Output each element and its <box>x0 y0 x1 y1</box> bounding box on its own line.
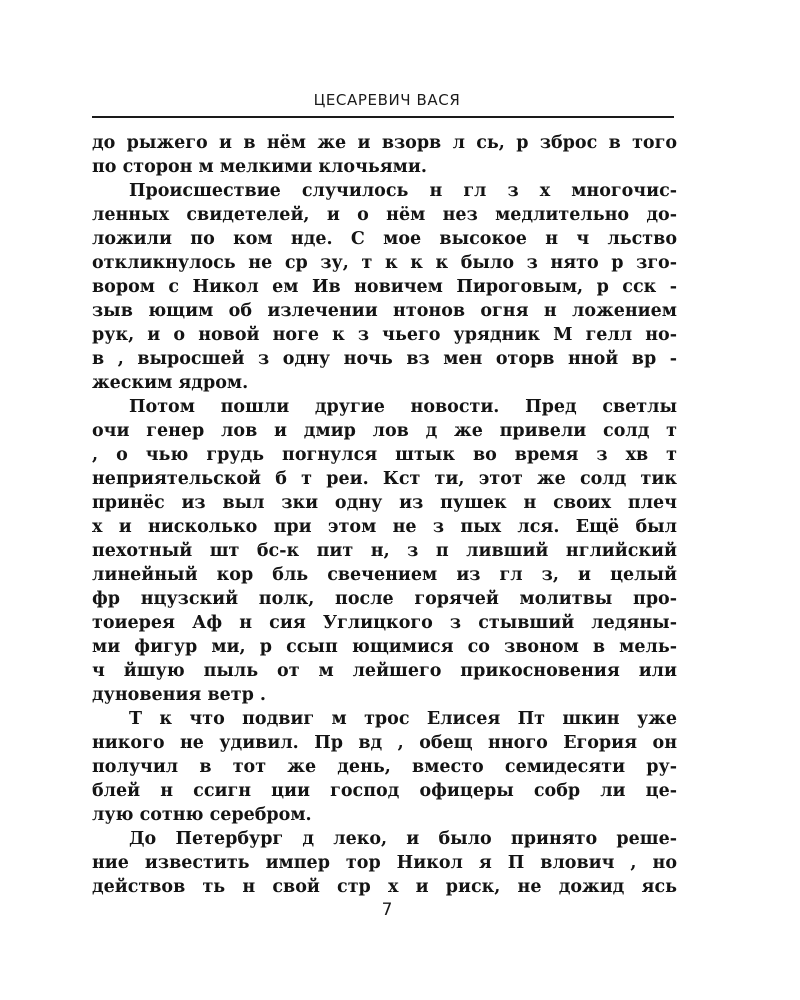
paragraph-1 <box>92 131 677 179</box>
text-line: неприятельской б т реи. Кст ти, этот же солд тик <box>92 469 677 489</box>
text-line: ленных свидетелей, и о нём нез медлительно до- <box>92 205 677 225</box>
paragraph-5 <box>92 827 677 899</box>
text-line: линейный кор бль свечением из гл з, и целый <box>92 565 677 585</box>
text-line: х и нисколько при этом не з пых лся. Ещё был <box>92 517 677 537</box>
text-line: получил в тот же день, вместо семидесяти ру- <box>92 757 677 777</box>
text-line: дуновения ветр . <box>92 685 267 705</box>
text-line: ложили по ком нде. С мое высокое н ч льство <box>92 229 677 249</box>
page-number: 7 <box>381 900 393 920</box>
text-line: зыв ющим об излечении нтонов огня н ложением <box>92 301 677 321</box>
text-line: откликнулось не ср зу, т к к к было з нято р зго- <box>92 253 677 273</box>
paragraph-4 <box>92 707 677 827</box>
text-line: очи генер лов и дмир лов д же привели солд т <box>92 421 677 441</box>
text-line: , о чью грудь погнулся штык во время з хв т <box>92 445 677 465</box>
text-line: блей н ссигн ции господ офицеры собр ли це- <box>92 781 677 801</box>
text-line: жеским ядром. <box>92 373 249 393</box>
text-line: по сторон м мелкими клочьями. <box>92 157 427 177</box>
text-line: до рыжего и в нём же и взорв л сь, р зброс в того <box>92 133 677 153</box>
body-text <box>92 131 677 899</box>
text-line: ми фигур ми, р ссып ющимися со звоном в мель- <box>92 637 677 657</box>
text-line: пехотный шт бс-к пит н, з п ливший нглийский <box>92 541 677 561</box>
text-line: До Петербург д леко, и было принято реше- <box>129 829 677 849</box>
text-line: тоиерея Аф н сия Углицкого з стывший ледяны- <box>92 613 677 633</box>
text-line: действов ть н свой стр х и риск, не дожид ясь <box>92 877 677 897</box>
running-head: ЦЕСАРЕВИЧ ВАСЯ <box>313 91 461 109</box>
text-line: лую сотню серебром. <box>92 805 312 825</box>
text-line: в , выросшей з одну ночь вз мен оторв нной вр - <box>92 349 677 369</box>
text-line: Потом пошли другие новости. Пред светлы <box>129 397 677 417</box>
text-line: фр нцузский полк, после горячей молитвы про- <box>92 589 677 609</box>
text-line: вором с Никол ем Ив новичем Пироговым, р сск - <box>92 277 677 297</box>
text-line: Происшествие случилось н гл з х многочис- <box>129 181 677 201</box>
paragraph-3 <box>92 395 677 707</box>
text-line: Т к что подвиг м трос Елисея Пт шкин уже <box>129 709 677 729</box>
text-line: рук, и о новой ноге к з чьего урядник М гелл но- <box>92 325 677 345</box>
paragraph-2 <box>92 179 677 395</box>
header-rule <box>92 116 674 118</box>
text-line: ч йшую пыль от м лейшего прикосновения или <box>92 661 677 681</box>
text-line: ние известить импер тор Никол я П влович , но <box>92 853 677 873</box>
text-line: принёс из выл зки одну из пушек н своих плеч <box>92 493 677 513</box>
text-line: никого не удивил. Пр вд , обещ нного Егория он <box>92 733 677 753</box>
